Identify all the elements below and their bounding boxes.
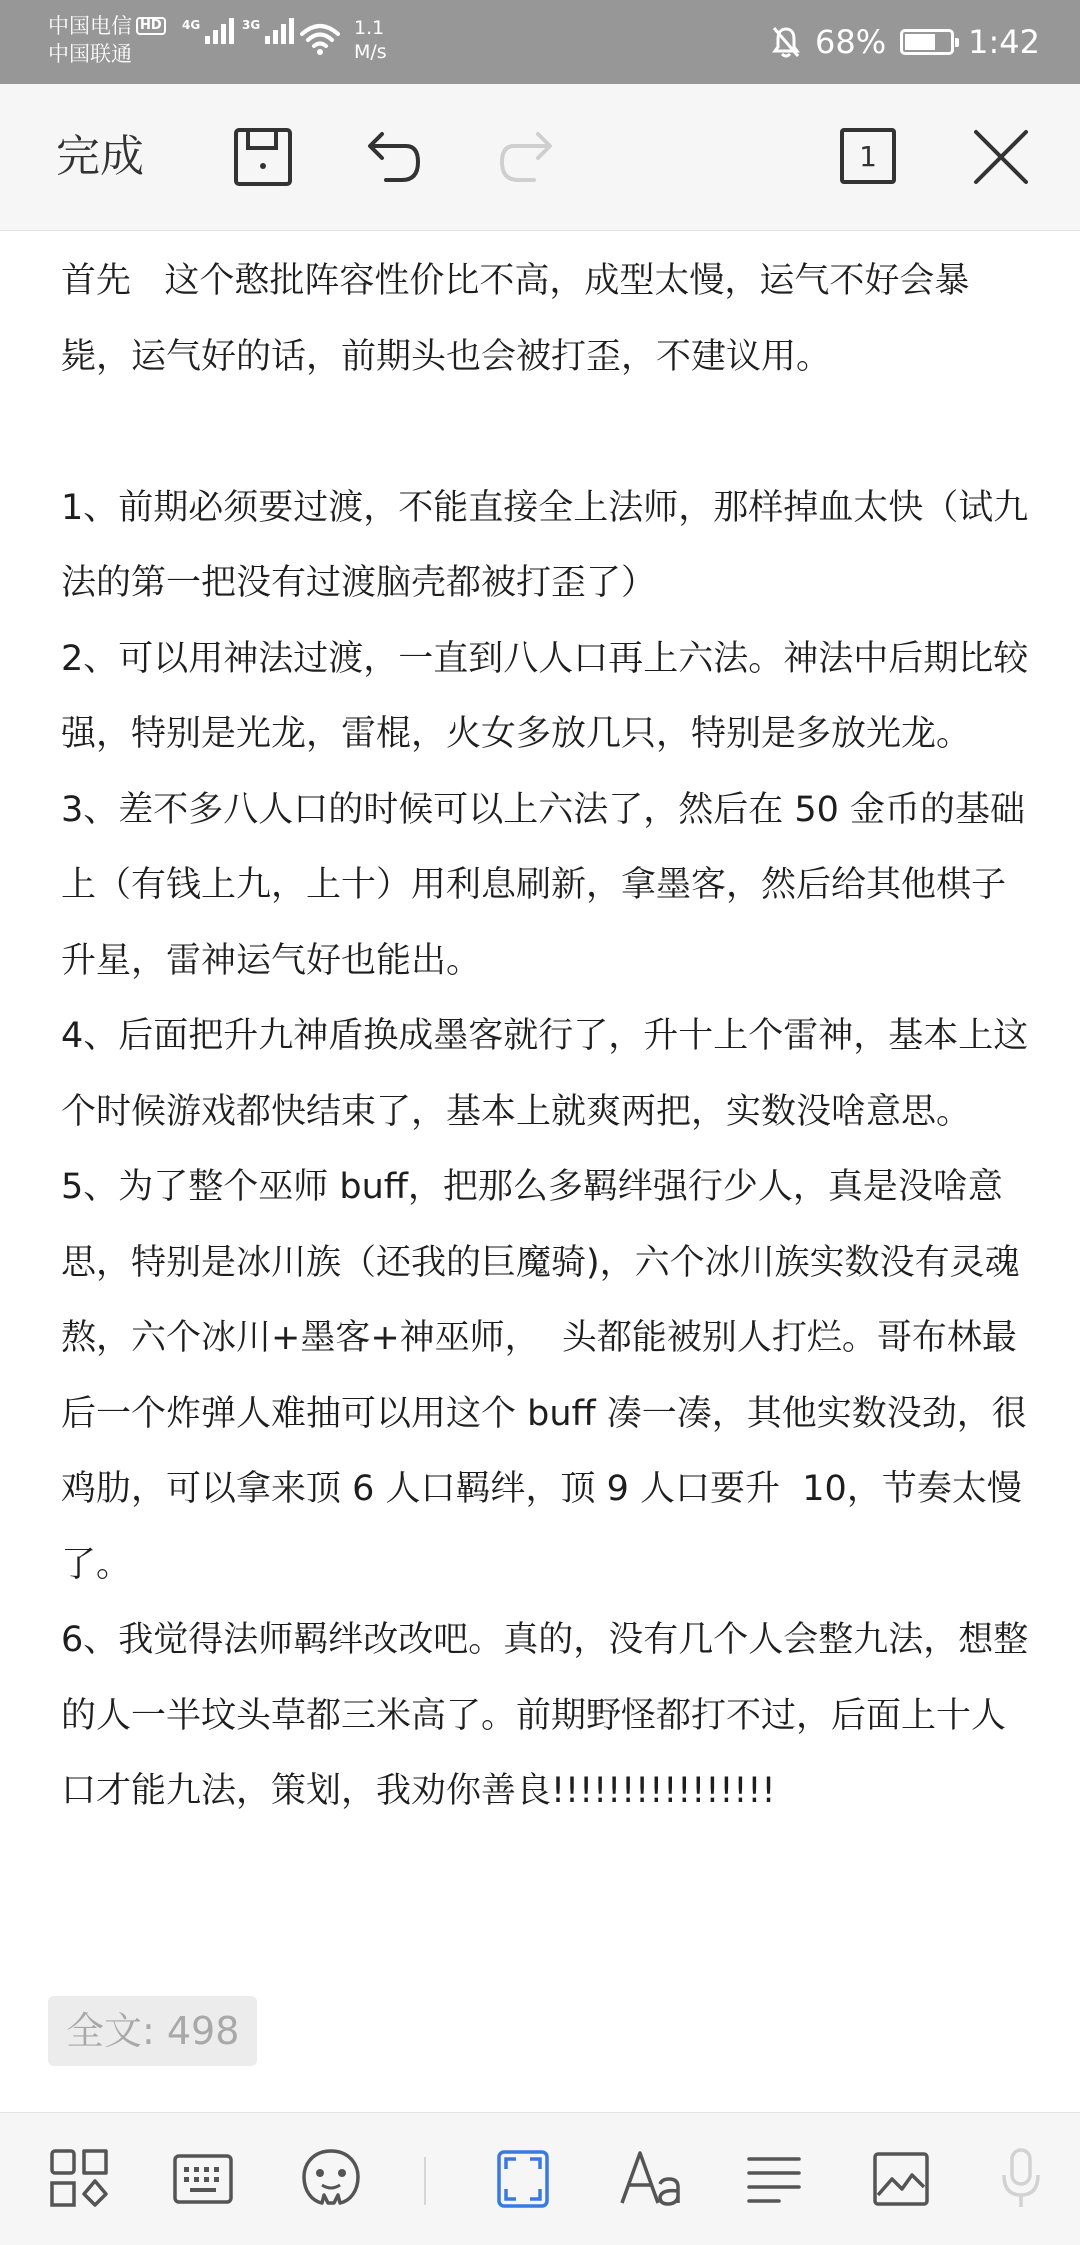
align-icon[interactable] (746, 2153, 802, 2205)
word-count-badge: 全文: 498 (48, 1996, 257, 2066)
status-bar (0, 0, 1080, 84)
paragraph-6: 6、我觉得法师羁绊改改吧。真的，没有几个人会整九法，想整的人一半坟头草都三米高了。前期野怪都打不过，后面上十人口才能九法，策划，我劝你善良!!!!!!!!!!!!!!!! (61, 1620, 1029, 1811)
carrier-2-label: 中国联通 (48, 42, 132, 66)
layout-icon[interactable] (48, 2147, 110, 2209)
handwriting-icon[interactable] (300, 2147, 362, 2209)
signal-1-icon (182, 18, 234, 44)
note-content[interactable] (61, 244, 1029, 1830)
battery-level (905, 34, 935, 50)
editor-toolbar (0, 84, 1080, 231)
network-1-label: 4G (182, 18, 201, 32)
redo-icon[interactable] (496, 126, 558, 188)
keyboard-icon[interactable] (172, 2153, 234, 2205)
signal-2-icon (242, 18, 294, 44)
speed-unit: M/s (354, 41, 387, 63)
hd-badge: HD (136, 17, 166, 35)
close-icon[interactable] (972, 128, 1030, 186)
paragraph-3: 3、差不多八人口的时候可以上六法了，然后在 50 金币的基础上（有钱上九，上十）用利息刷新，拿墨客，然后给其他棋子升星，雷神运气好也能出。 (61, 789, 1026, 981)
network-2-label: 3G (242, 18, 261, 32)
paragraph-2: 2、可以用神法过渡，一直到八人口再上六法。神法中后期比较强，特别是光龙，雷棍，火女多放几只，特别是多放光龙。 (61, 638, 1029, 754)
toolbar-divider (424, 2157, 426, 2205)
paragraph-4: 4、后面把升九神盾换成墨客就行了，升十上个雷神，基本上这个时候游戏都快结束了，基本上就爽两把，实数没啥意思。 (61, 1016, 1029, 1132)
bottom-toolbar (0, 2112, 1080, 2245)
carrier-info (48, 12, 166, 68)
clock: 1:42 (968, 23, 1040, 61)
page-count: 1 (859, 139, 877, 173)
battery-percent: 68% (815, 23, 887, 61)
mute-notification-icon (771, 25, 801, 59)
carrier-1-label: 中国电信 (48, 14, 132, 38)
battery-icon (900, 29, 954, 55)
undo-icon[interactable] (362, 126, 424, 188)
network-speed (354, 16, 387, 64)
font-icon[interactable] (618, 2147, 682, 2209)
done-button[interactable]: 完成 (56, 131, 144, 182)
paragraph-1: 1、前期必须要过渡，不能直接全上法师，那样掉血太快（试九法的第一把没有过渡脑壳都被打歪了） (61, 487, 1029, 603)
wifi-icon (300, 22, 340, 56)
blank-line (61, 395, 1029, 471)
status-right (771, 0, 1040, 84)
speed-value: 1.1 (354, 17, 385, 39)
save-icon[interactable] (232, 126, 294, 188)
paragraph-intro: 首先 这个憨批阵容性价比不高，成型太慢，运气不好会暴毙，运气好的话，前期头也会被打歪，不建议用。 (61, 261, 970, 377)
voice-icon[interactable] (1000, 2147, 1042, 2211)
image-icon[interactable] (872, 2151, 930, 2207)
page-count-button[interactable] (840, 128, 896, 184)
fullscreen-icon[interactable] (496, 2149, 550, 2209)
paragraph-5: 5、为了整个巫师 buff，把那么多羁绊强行少人，真是没啥意思，特别是冰川族（还我的巨魔骑)，六个冰川族实数没有灵魂熬，六个冰川+墨客+神巫师， 头都能被别人打烂。哥布林最后一个炸弹人难抽可以用这个 buff 凑一凑，其他实数没劲，很鸡肋，可以拿来顶 6 人口羁绊，顶 9 人口要升 10，节奏太慢了。 (61, 1167, 1027, 1585)
